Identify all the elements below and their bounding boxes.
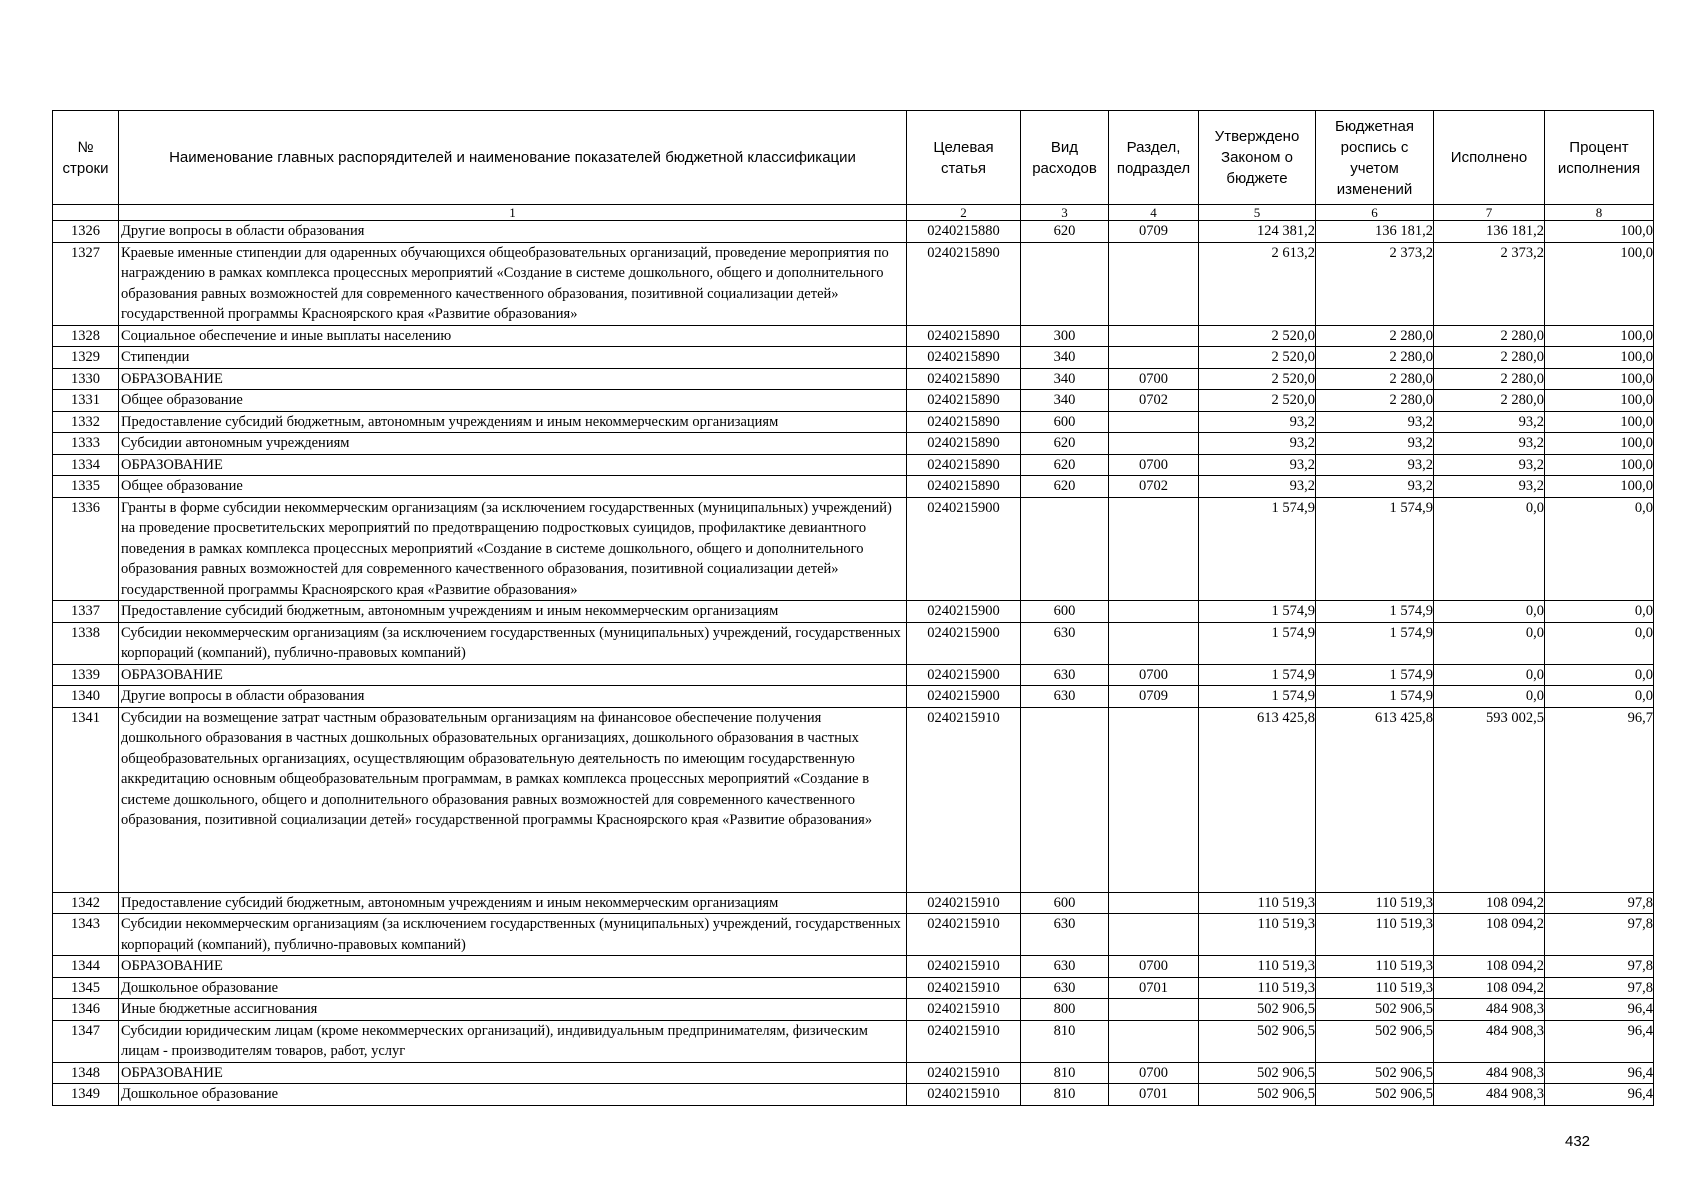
cell-approved: 124 381,2 bbox=[1199, 221, 1316, 243]
cell-executed: 93,2 bbox=[1434, 411, 1545, 433]
cell-section: 0700 bbox=[1109, 1062, 1199, 1084]
cell-approved: 502 906,5 bbox=[1199, 1062, 1316, 1084]
cell-section: 0709 bbox=[1109, 221, 1199, 243]
cell-executed: 484 908,3 bbox=[1434, 999, 1545, 1021]
cell-executed: 0,0 bbox=[1434, 664, 1545, 686]
cell-approved: 502 906,5 bbox=[1199, 1020, 1316, 1062]
cell-type bbox=[1021, 497, 1109, 601]
cell-section: 0701 bbox=[1109, 1084, 1199, 1106]
cell-name: Предоставление субсидий бюджетным, автономным учреждениям и иным некоммерческим организациям bbox=[119, 601, 907, 623]
cell-percent: 100,0 bbox=[1545, 347, 1654, 369]
cell-budget: 2 280,0 bbox=[1316, 368, 1434, 390]
cell-row-no: 1332 bbox=[53, 411, 119, 433]
cell-budget: 1 574,9 bbox=[1316, 622, 1434, 664]
table-row bbox=[53, 601, 1654, 623]
cell-name: Другие вопросы в области образования bbox=[119, 686, 907, 708]
cell-budget: 1 574,9 bbox=[1316, 497, 1434, 601]
cell-target: 0240215900 bbox=[907, 622, 1021, 664]
cell-name: Дошкольное образование bbox=[119, 977, 907, 999]
cell-target: 0240215900 bbox=[907, 601, 1021, 623]
cell-section bbox=[1109, 497, 1199, 601]
cell-executed: 0,0 bbox=[1434, 686, 1545, 708]
cell-executed: 93,2 bbox=[1434, 454, 1545, 476]
table-row bbox=[53, 622, 1654, 664]
header-target: Целевая статья bbox=[907, 111, 1021, 205]
cell-percent: 97,8 bbox=[1545, 956, 1654, 978]
cell-percent: 96,4 bbox=[1545, 1062, 1654, 1084]
cell-row-no: 1335 bbox=[53, 476, 119, 498]
cell-budget: 110 519,3 bbox=[1316, 914, 1434, 956]
cell-type: 340 bbox=[1021, 390, 1109, 412]
cell-target: 0240215900 bbox=[907, 686, 1021, 708]
cell-target: 0240215890 bbox=[907, 390, 1021, 412]
table-row bbox=[53, 977, 1654, 999]
cell-executed: 2 280,0 bbox=[1434, 347, 1545, 369]
table-row bbox=[53, 347, 1654, 369]
cell-target: 0240215890 bbox=[907, 325, 1021, 347]
column-number: 2 bbox=[907, 205, 1021, 221]
cell-approved: 2 520,0 bbox=[1199, 347, 1316, 369]
cell-percent: 100,0 bbox=[1545, 433, 1654, 455]
cell-approved: 110 519,3 bbox=[1199, 914, 1316, 956]
cell-row-no: 1330 bbox=[53, 368, 119, 390]
table-row bbox=[53, 411, 1654, 433]
column-number: 1 bbox=[119, 205, 907, 221]
table-row bbox=[53, 1020, 1654, 1062]
cell-row-no: 1344 bbox=[53, 956, 119, 978]
cell-name: Стипендии bbox=[119, 347, 907, 369]
cell-name: Субсидии некоммерческим организациям (за исключением государственных (муниципальных) учреждений, государственных корпораций (компаний), публично-правовых компаний) bbox=[119, 622, 907, 664]
cell-approved: 1 574,9 bbox=[1199, 497, 1316, 601]
cell-target: 0240215890 bbox=[907, 368, 1021, 390]
cell-executed: 108 094,2 bbox=[1434, 914, 1545, 956]
cell-type: 630 bbox=[1021, 622, 1109, 664]
cell-executed: 108 094,2 bbox=[1434, 892, 1545, 914]
cell-budget: 2 280,0 bbox=[1316, 325, 1434, 347]
cell-target: 0240215890 bbox=[907, 411, 1021, 433]
cell-budget: 613 425,8 bbox=[1316, 707, 1434, 892]
cell-target: 0240215910 bbox=[907, 707, 1021, 892]
cell-type: 620 bbox=[1021, 454, 1109, 476]
column-number: 4 bbox=[1109, 205, 1199, 221]
cell-name: ОБРАЗОВАНИЕ bbox=[119, 1062, 907, 1084]
cell-executed: 2 280,0 bbox=[1434, 325, 1545, 347]
cell-section: 0701 bbox=[1109, 977, 1199, 999]
cell-executed: 0,0 bbox=[1434, 601, 1545, 623]
cell-budget: 93,2 bbox=[1316, 454, 1434, 476]
cell-budget: 136 181,2 bbox=[1316, 221, 1434, 243]
cell-target: 0240215910 bbox=[907, 1020, 1021, 1062]
cell-budget: 502 906,5 bbox=[1316, 1020, 1434, 1062]
cell-name: Гранты в форме субсидии некоммерческим организациям (за исключением государственных (муниципальных) учреждений) на проведение просветительских мероприятий по предотвращению подростковых суицидов, профилактике девиантного поведения в рамках комплекса процессных мероприятий «Создание в системе дошкольного, общего и дополнительного образования равных возможностей для современного качественного образования, позитивной социализации детей» государственной программы Красноярского края «Развитие образования» bbox=[119, 497, 907, 601]
table-row bbox=[53, 454, 1654, 476]
cell-type: 630 bbox=[1021, 956, 1109, 978]
cell-name: Предоставление субсидий бюджетным, автономным учреждениям и иным некоммерческим организациям bbox=[119, 411, 907, 433]
cell-budget: 93,2 bbox=[1316, 433, 1434, 455]
cell-budget: 2 280,0 bbox=[1316, 390, 1434, 412]
cell-percent: 100,0 bbox=[1545, 411, 1654, 433]
cell-name: Другие вопросы в области образования bbox=[119, 221, 907, 243]
cell-target: 0240215910 bbox=[907, 977, 1021, 999]
cell-row-no: 1340 bbox=[53, 686, 119, 708]
cell-approved: 110 519,3 bbox=[1199, 977, 1316, 999]
cell-approved: 93,2 bbox=[1199, 454, 1316, 476]
cell-percent: 100,0 bbox=[1545, 325, 1654, 347]
cell-name: ОБРАЗОВАНИЕ bbox=[119, 454, 907, 476]
cell-section bbox=[1109, 1020, 1199, 1062]
cell-row-no: 1331 bbox=[53, 390, 119, 412]
cell-approved: 502 906,5 bbox=[1199, 999, 1316, 1021]
header-approved: Утверждено Законом о бюджете bbox=[1199, 111, 1316, 205]
cell-budget: 110 519,3 bbox=[1316, 977, 1434, 999]
cell-target: 0240215890 bbox=[907, 242, 1021, 325]
cell-name: Субсидии на возмещение затрат частным образовательным организациям на финансовое обеспечение получения дошкольного образования в частных дошкольных образовательных организациях, дошкольного образования в частных общеобразовательных организациях, осуществляющим образовательную деятельность по имеющим государственную аккредитацию основным общеобразовательным программам, в рамках комплекса процессных мероприятий «Создание в системе дошкольного, общего и дополнительного образования равных возможностей для современного качественного образования, позитивной социализации детей» государственной программы Красноярского края «Развитие образования» bbox=[119, 707, 907, 892]
cell-row-no: 1326 bbox=[53, 221, 119, 243]
header-name: Наименование главных распорядителей и наименование показателей бюджетной классификации bbox=[119, 111, 907, 205]
cell-type: 630 bbox=[1021, 664, 1109, 686]
cell-section bbox=[1109, 433, 1199, 455]
cell-row-no: 1345 bbox=[53, 977, 119, 999]
cell-percent: 100,0 bbox=[1545, 390, 1654, 412]
cell-type bbox=[1021, 242, 1109, 325]
header-executed: Исполнено bbox=[1434, 111, 1545, 205]
cell-percent: 100,0 bbox=[1545, 368, 1654, 390]
cell-approved: 2 520,0 bbox=[1199, 390, 1316, 412]
table-row bbox=[53, 664, 1654, 686]
cell-name: ОБРАЗОВАНИЕ bbox=[119, 664, 907, 686]
cell-type: 600 bbox=[1021, 601, 1109, 623]
cell-approved: 1 574,9 bbox=[1199, 622, 1316, 664]
cell-percent: 100,0 bbox=[1545, 221, 1654, 243]
cell-budget: 110 519,3 bbox=[1316, 892, 1434, 914]
cell-executed: 2 373,2 bbox=[1434, 242, 1545, 325]
cell-percent: 96,7 bbox=[1545, 707, 1654, 892]
cell-approved: 110 519,3 bbox=[1199, 892, 1316, 914]
cell-row-no: 1336 bbox=[53, 497, 119, 601]
cell-budget: 93,2 bbox=[1316, 411, 1434, 433]
cell-target: 0240215900 bbox=[907, 664, 1021, 686]
cell-type: 810 bbox=[1021, 1020, 1109, 1062]
cell-percent: 0,0 bbox=[1545, 622, 1654, 664]
cell-percent: 97,8 bbox=[1545, 977, 1654, 999]
cell-executed: 484 908,3 bbox=[1434, 1084, 1545, 1106]
cell-section: 0702 bbox=[1109, 390, 1199, 412]
cell-percent: 100,0 bbox=[1545, 242, 1654, 325]
cell-budget: 1 574,9 bbox=[1316, 686, 1434, 708]
cell-name: Предоставление субсидий бюджетным, автономным учреждениям и иным некоммерческим организациям bbox=[119, 892, 907, 914]
cell-name: Иные бюджетные ассигнования bbox=[119, 999, 907, 1021]
cell-target: 0240215890 bbox=[907, 454, 1021, 476]
cell-approved: 2 520,0 bbox=[1199, 325, 1316, 347]
column-number: 6 bbox=[1316, 205, 1434, 221]
cell-name: Субсидии автономным учреждениям bbox=[119, 433, 907, 455]
cell-type: 810 bbox=[1021, 1084, 1109, 1106]
cell-executed: 2 280,0 bbox=[1434, 390, 1545, 412]
cell-percent: 0,0 bbox=[1545, 664, 1654, 686]
cell-percent: 96,4 bbox=[1545, 999, 1654, 1021]
cell-name: Социальное обеспечение и иные выплаты населению bbox=[119, 325, 907, 347]
cell-target: 0240215890 bbox=[907, 476, 1021, 498]
table-row bbox=[53, 476, 1654, 498]
table-row bbox=[53, 390, 1654, 412]
cell-section bbox=[1109, 892, 1199, 914]
cell-row-no: 1338 bbox=[53, 622, 119, 664]
cell-row-no: 1349 bbox=[53, 1084, 119, 1106]
header-type: Вид расходов bbox=[1021, 111, 1109, 205]
cell-percent: 0,0 bbox=[1545, 497, 1654, 601]
cell-percent: 97,8 bbox=[1545, 914, 1654, 956]
cell-row-no: 1342 bbox=[53, 892, 119, 914]
cell-approved: 1 574,9 bbox=[1199, 601, 1316, 623]
cell-target: 0240215910 bbox=[907, 1084, 1021, 1106]
cell-name: Общее образование bbox=[119, 390, 907, 412]
cell-section bbox=[1109, 999, 1199, 1021]
cell-type: 340 bbox=[1021, 368, 1109, 390]
cell-section bbox=[1109, 914, 1199, 956]
table-row bbox=[53, 325, 1654, 347]
table-row bbox=[53, 914, 1654, 956]
cell-type bbox=[1021, 707, 1109, 892]
cell-target: 0240215910 bbox=[907, 956, 1021, 978]
cell-type: 800 bbox=[1021, 999, 1109, 1021]
cell-budget: 502 906,5 bbox=[1316, 1084, 1434, 1106]
cell-type: 300 bbox=[1021, 325, 1109, 347]
column-number: 5 bbox=[1199, 205, 1316, 221]
cell-row-no: 1328 bbox=[53, 325, 119, 347]
page-number: 432 bbox=[1565, 1133, 1591, 1150]
cell-percent: 0,0 bbox=[1545, 686, 1654, 708]
cell-section bbox=[1109, 622, 1199, 664]
cell-row-no: 1329 bbox=[53, 347, 119, 369]
table-row bbox=[53, 707, 1654, 892]
cell-executed: 484 908,3 bbox=[1434, 1062, 1545, 1084]
cell-percent: 0,0 bbox=[1545, 601, 1654, 623]
cell-section bbox=[1109, 411, 1199, 433]
cell-type: 620 bbox=[1021, 476, 1109, 498]
cell-budget: 502 906,5 bbox=[1316, 999, 1434, 1021]
cell-target: 0240215910 bbox=[907, 999, 1021, 1021]
cell-name: ОБРАЗОВАНИЕ bbox=[119, 368, 907, 390]
cell-row-no: 1334 bbox=[53, 454, 119, 476]
cell-executed: 0,0 bbox=[1434, 622, 1545, 664]
cell-target: 0240215880 bbox=[907, 221, 1021, 243]
cell-executed: 108 094,2 bbox=[1434, 977, 1545, 999]
cell-type: 630 bbox=[1021, 914, 1109, 956]
cell-row-no: 1339 bbox=[53, 664, 119, 686]
header-row bbox=[53, 111, 1654, 205]
cell-approved: 93,2 bbox=[1199, 411, 1316, 433]
cell-type: 630 bbox=[1021, 686, 1109, 708]
cell-executed: 0,0 bbox=[1434, 497, 1545, 601]
cell-name: ОБРАЗОВАНИЕ bbox=[119, 956, 907, 978]
cell-approved: 502 906,5 bbox=[1199, 1084, 1316, 1106]
cell-percent: 96,4 bbox=[1545, 1020, 1654, 1062]
cell-row-no: 1346 bbox=[53, 999, 119, 1021]
budget-execution-table bbox=[52, 110, 1654, 1106]
header-section: Раздел, подраздел bbox=[1109, 111, 1199, 205]
cell-target: 0240215910 bbox=[907, 1062, 1021, 1084]
cell-budget: 2 373,2 bbox=[1316, 242, 1434, 325]
cell-executed: 93,2 bbox=[1434, 476, 1545, 498]
cell-name: Дошкольное образование bbox=[119, 1084, 907, 1106]
table-row bbox=[53, 242, 1654, 325]
column-number: 8 bbox=[1545, 205, 1654, 221]
cell-section bbox=[1109, 325, 1199, 347]
cell-section bbox=[1109, 242, 1199, 325]
table-row bbox=[53, 892, 1654, 914]
cell-row-no: 1327 bbox=[53, 242, 119, 325]
table-row bbox=[53, 433, 1654, 455]
cell-approved: 1 574,9 bbox=[1199, 686, 1316, 708]
cell-section: 0709 bbox=[1109, 686, 1199, 708]
cell-section bbox=[1109, 707, 1199, 892]
cell-target: 0240215890 bbox=[907, 347, 1021, 369]
cell-row-no: 1348 bbox=[53, 1062, 119, 1084]
table-row bbox=[53, 686, 1654, 708]
cell-row-no: 1347 bbox=[53, 1020, 119, 1062]
cell-approved: 93,2 bbox=[1199, 433, 1316, 455]
cell-type: 630 bbox=[1021, 977, 1109, 999]
table-row bbox=[53, 1084, 1654, 1106]
header-budget: Бюджетная роспись с учетом изменений bbox=[1316, 111, 1434, 205]
cell-type: 810 bbox=[1021, 1062, 1109, 1084]
cell-row-no: 1343 bbox=[53, 914, 119, 956]
cell-percent: 97,8 bbox=[1545, 892, 1654, 914]
cell-executed: 136 181,2 bbox=[1434, 221, 1545, 243]
table-row bbox=[53, 999, 1654, 1021]
column-number-blank bbox=[53, 205, 119, 221]
table-row bbox=[53, 1062, 1654, 1084]
column-number: 7 bbox=[1434, 205, 1545, 221]
cell-target: 0240215890 bbox=[907, 433, 1021, 455]
cell-type: 620 bbox=[1021, 433, 1109, 455]
cell-executed: 93,2 bbox=[1434, 433, 1545, 455]
cell-row-no: 1333 bbox=[53, 433, 119, 455]
cell-approved: 1 574,9 bbox=[1199, 664, 1316, 686]
cell-name: Общее образование bbox=[119, 476, 907, 498]
cell-executed: 593 002,5 bbox=[1434, 707, 1545, 892]
cell-approved: 110 519,3 bbox=[1199, 956, 1316, 978]
cell-budget: 502 906,5 bbox=[1316, 1062, 1434, 1084]
cell-name: Субсидии некоммерческим организациям (за исключением государственных (муниципальных) учреждений, государственных корпораций (компаний), публично-правовых компаний) bbox=[119, 914, 907, 956]
cell-name: Субсидии юридическим лицам (кроме некоммерческих организаций), индивидуальным предпринимателям, физическим лицам - производителям товаров, работ, услуг bbox=[119, 1020, 907, 1062]
cell-type: 340 bbox=[1021, 347, 1109, 369]
table-row bbox=[53, 221, 1654, 243]
cell-budget: 2 280,0 bbox=[1316, 347, 1434, 369]
cell-section bbox=[1109, 601, 1199, 623]
cell-budget: 110 519,3 bbox=[1316, 956, 1434, 978]
cell-budget: 1 574,9 bbox=[1316, 601, 1434, 623]
cell-executed: 2 280,0 bbox=[1434, 368, 1545, 390]
cell-approved: 613 425,8 bbox=[1199, 707, 1316, 892]
table-body bbox=[53, 221, 1654, 1106]
cell-section: 0700 bbox=[1109, 368, 1199, 390]
table-row bbox=[53, 368, 1654, 390]
cell-row-no: 1337 bbox=[53, 601, 119, 623]
header-row-no: № строки bbox=[53, 111, 119, 205]
cell-section: 0702 bbox=[1109, 476, 1199, 498]
cell-name: Краевые именные стипендии для одаренных обучающихся общеобразовательных организаций, проведение мероприятия по награждению в рамках комплекса процессных мероприятий «Создание в системе дошкольного, общего и дополнительного образования равных возможностей для современного качественного образования, позитивной социализации детей» государственной программы Красноярского края «Развитие образования» bbox=[119, 242, 907, 325]
cell-target: 0240215910 bbox=[907, 914, 1021, 956]
cell-percent: 100,0 bbox=[1545, 454, 1654, 476]
cell-percent: 96,4 bbox=[1545, 1084, 1654, 1106]
cell-target: 0240215900 bbox=[907, 497, 1021, 601]
cell-budget: 93,2 bbox=[1316, 476, 1434, 498]
cell-executed: 108 094,2 bbox=[1434, 956, 1545, 978]
column-numbers-row bbox=[53, 205, 1654, 221]
cell-section bbox=[1109, 347, 1199, 369]
cell-type: 600 bbox=[1021, 411, 1109, 433]
cell-approved: 93,2 bbox=[1199, 476, 1316, 498]
cell-approved: 2 520,0 bbox=[1199, 368, 1316, 390]
column-number: 3 bbox=[1021, 205, 1109, 221]
cell-section: 0700 bbox=[1109, 664, 1199, 686]
cell-section: 0700 bbox=[1109, 454, 1199, 476]
cell-executed: 484 908,3 bbox=[1434, 1020, 1545, 1062]
table-row bbox=[53, 497, 1654, 601]
cell-row-no: 1341 bbox=[53, 707, 119, 892]
table-row bbox=[53, 956, 1654, 978]
cell-budget: 1 574,9 bbox=[1316, 664, 1434, 686]
header-percent: Процент исполнения bbox=[1545, 111, 1654, 205]
cell-target: 0240215910 bbox=[907, 892, 1021, 914]
cell-approved: 2 613,2 bbox=[1199, 242, 1316, 325]
cell-type: 600 bbox=[1021, 892, 1109, 914]
cell-percent: 100,0 bbox=[1545, 476, 1654, 498]
cell-type: 620 bbox=[1021, 221, 1109, 243]
cell-section: 0700 bbox=[1109, 956, 1199, 978]
